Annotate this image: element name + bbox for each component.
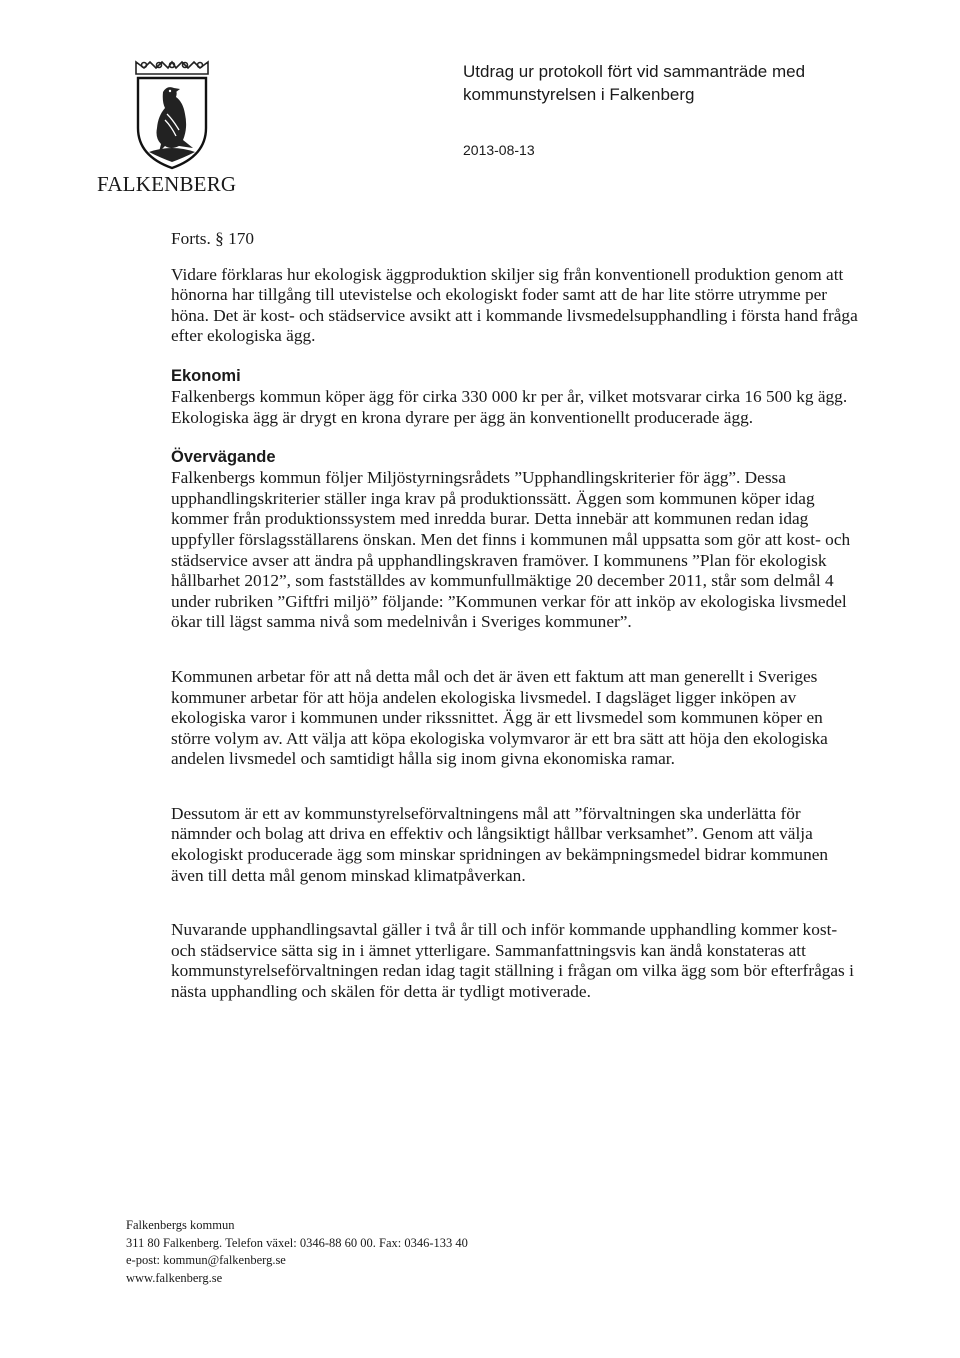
paragraph-5: Nuvarande upphandlingsavtal gäller i två år till och inför kommande upphandling kommer kost- och städservice sätta sig in i ämnet ytterligare. Sammanfattningsvis kan ändå konstateras att kommunstyrelseförvaltningen redan idag tagit ställning i frågan om vilka ägg som bör efterfrågas i nästa upphandling och skälen för detta är tydligt motiverade. [171,920,854,1002]
intro-paragraph: Vidare förklaras hur ekologisk äggproduktion skiljer sig från konventionell produktion genom att hönorna har tillgång till utevistelse och ekologiskt foder samt att de har lite större utrymme per höna. Det är kost- och städservice avsikt att i kommande livsmedelsupphandling i första hand fråga efter ekologiska ägg. [171,264,858,346]
document-title [463,60,805,106]
paragraph-4: Dessutom är ett av kommunstyrelseförvaltningens mål att ”förvaltningen ska underlätta för nämnder och bolag att driva en effektiv och långsiktigt hållbar verksamhet”. Genom att välja ekologiskt producerade ägg som minskar spridningen av bekämpningsmedel bidrar kommunen även till detta mål genom minskad klimatpåverkan. [171,803,829,885]
overvagande-heading: Övervägande [171,448,276,467]
ekonomi-heading: Ekonomi [171,366,241,385]
coat-of-arms-logo [133,58,211,170]
footer-org-name: Falkenbergs kommun [126,1218,235,1232]
footer [126,1217,468,1287]
document-title-line-1: Utdrag ur protokoll fört vid sammanträde med [463,62,806,81]
footer-address: 311 80 Falkenberg. Telefon växel: 0346-88 60 00. Fax: 0346-133 40 [126,1235,468,1250]
document-body [171,229,861,1003]
document-date: 2013-08-13 [463,142,535,158]
footer-email: e-post: kommun@falkenberg.se [126,1253,286,1267]
document-title-line-2: kommunstyrelsen i Falkenberg [463,85,695,104]
section-reference: Forts. § 170 [171,229,255,248]
overvagande-paragraph: Falkenbergs kommun följer Miljöstyrningsrådets ”Upphandlingskriterier för ägg”. Dessa upphandlingskriterier ställer inga krav på produktionssätt. Äggen som kommunen köper idag kommer från produktionssystem med inredda burar. Detta innebär att kommunen redan idag uppfyller förslagsställarens önskan. Men det finns i kommunen mål uppsatta som gör att kost- och städservice avser att ändra på upphandlingskraven framöver. I kommunens ”Plan för ekologisk hållbarhet 2012”, som fastställdes av kommunfullmäktige 20 december 2011, står som delmål 4 under rubriken ”Giftfri miljö” följande: ”Kommunen verkar för att inköp av ekologiska livsmedel ökar till lägst samma nivå som medelnivån i Sveriges kommuner”. [171,468,851,632]
ekonomi-paragraph: Falkenbergs kommun köper ägg för cirka 330 000 kr per år, vilket motsvarar cirka 16 500 kg ägg. Ekologiska ägg är drygt en krona dyrare per ägg än konventionellt producerade ägg. [171,386,848,427]
org-name: FALKENBERG [97,172,237,196]
footer-website: www.falkenberg.se [126,1270,223,1285]
falcon-crest-icon [133,58,211,170]
paragraph-3: Kommunen arbetar för att nå detta mål och det är även ett faktum att man generellt i Sveriges kommuner arbetar för att höja andelen ekologiska livsmedel. I dagsläget ligger inköpen av ekologiska varor i kommunen under rikssnittet. Ägg är ett livsmedel som kommunen köper en större volym av. Att välja att köpa ekologiska volymvaror är ett bra sätt att höja den ekologiska andelen livsmedel och samtidigt hålla sig inom givna ekonomiska ramar. [171,666,828,769]
